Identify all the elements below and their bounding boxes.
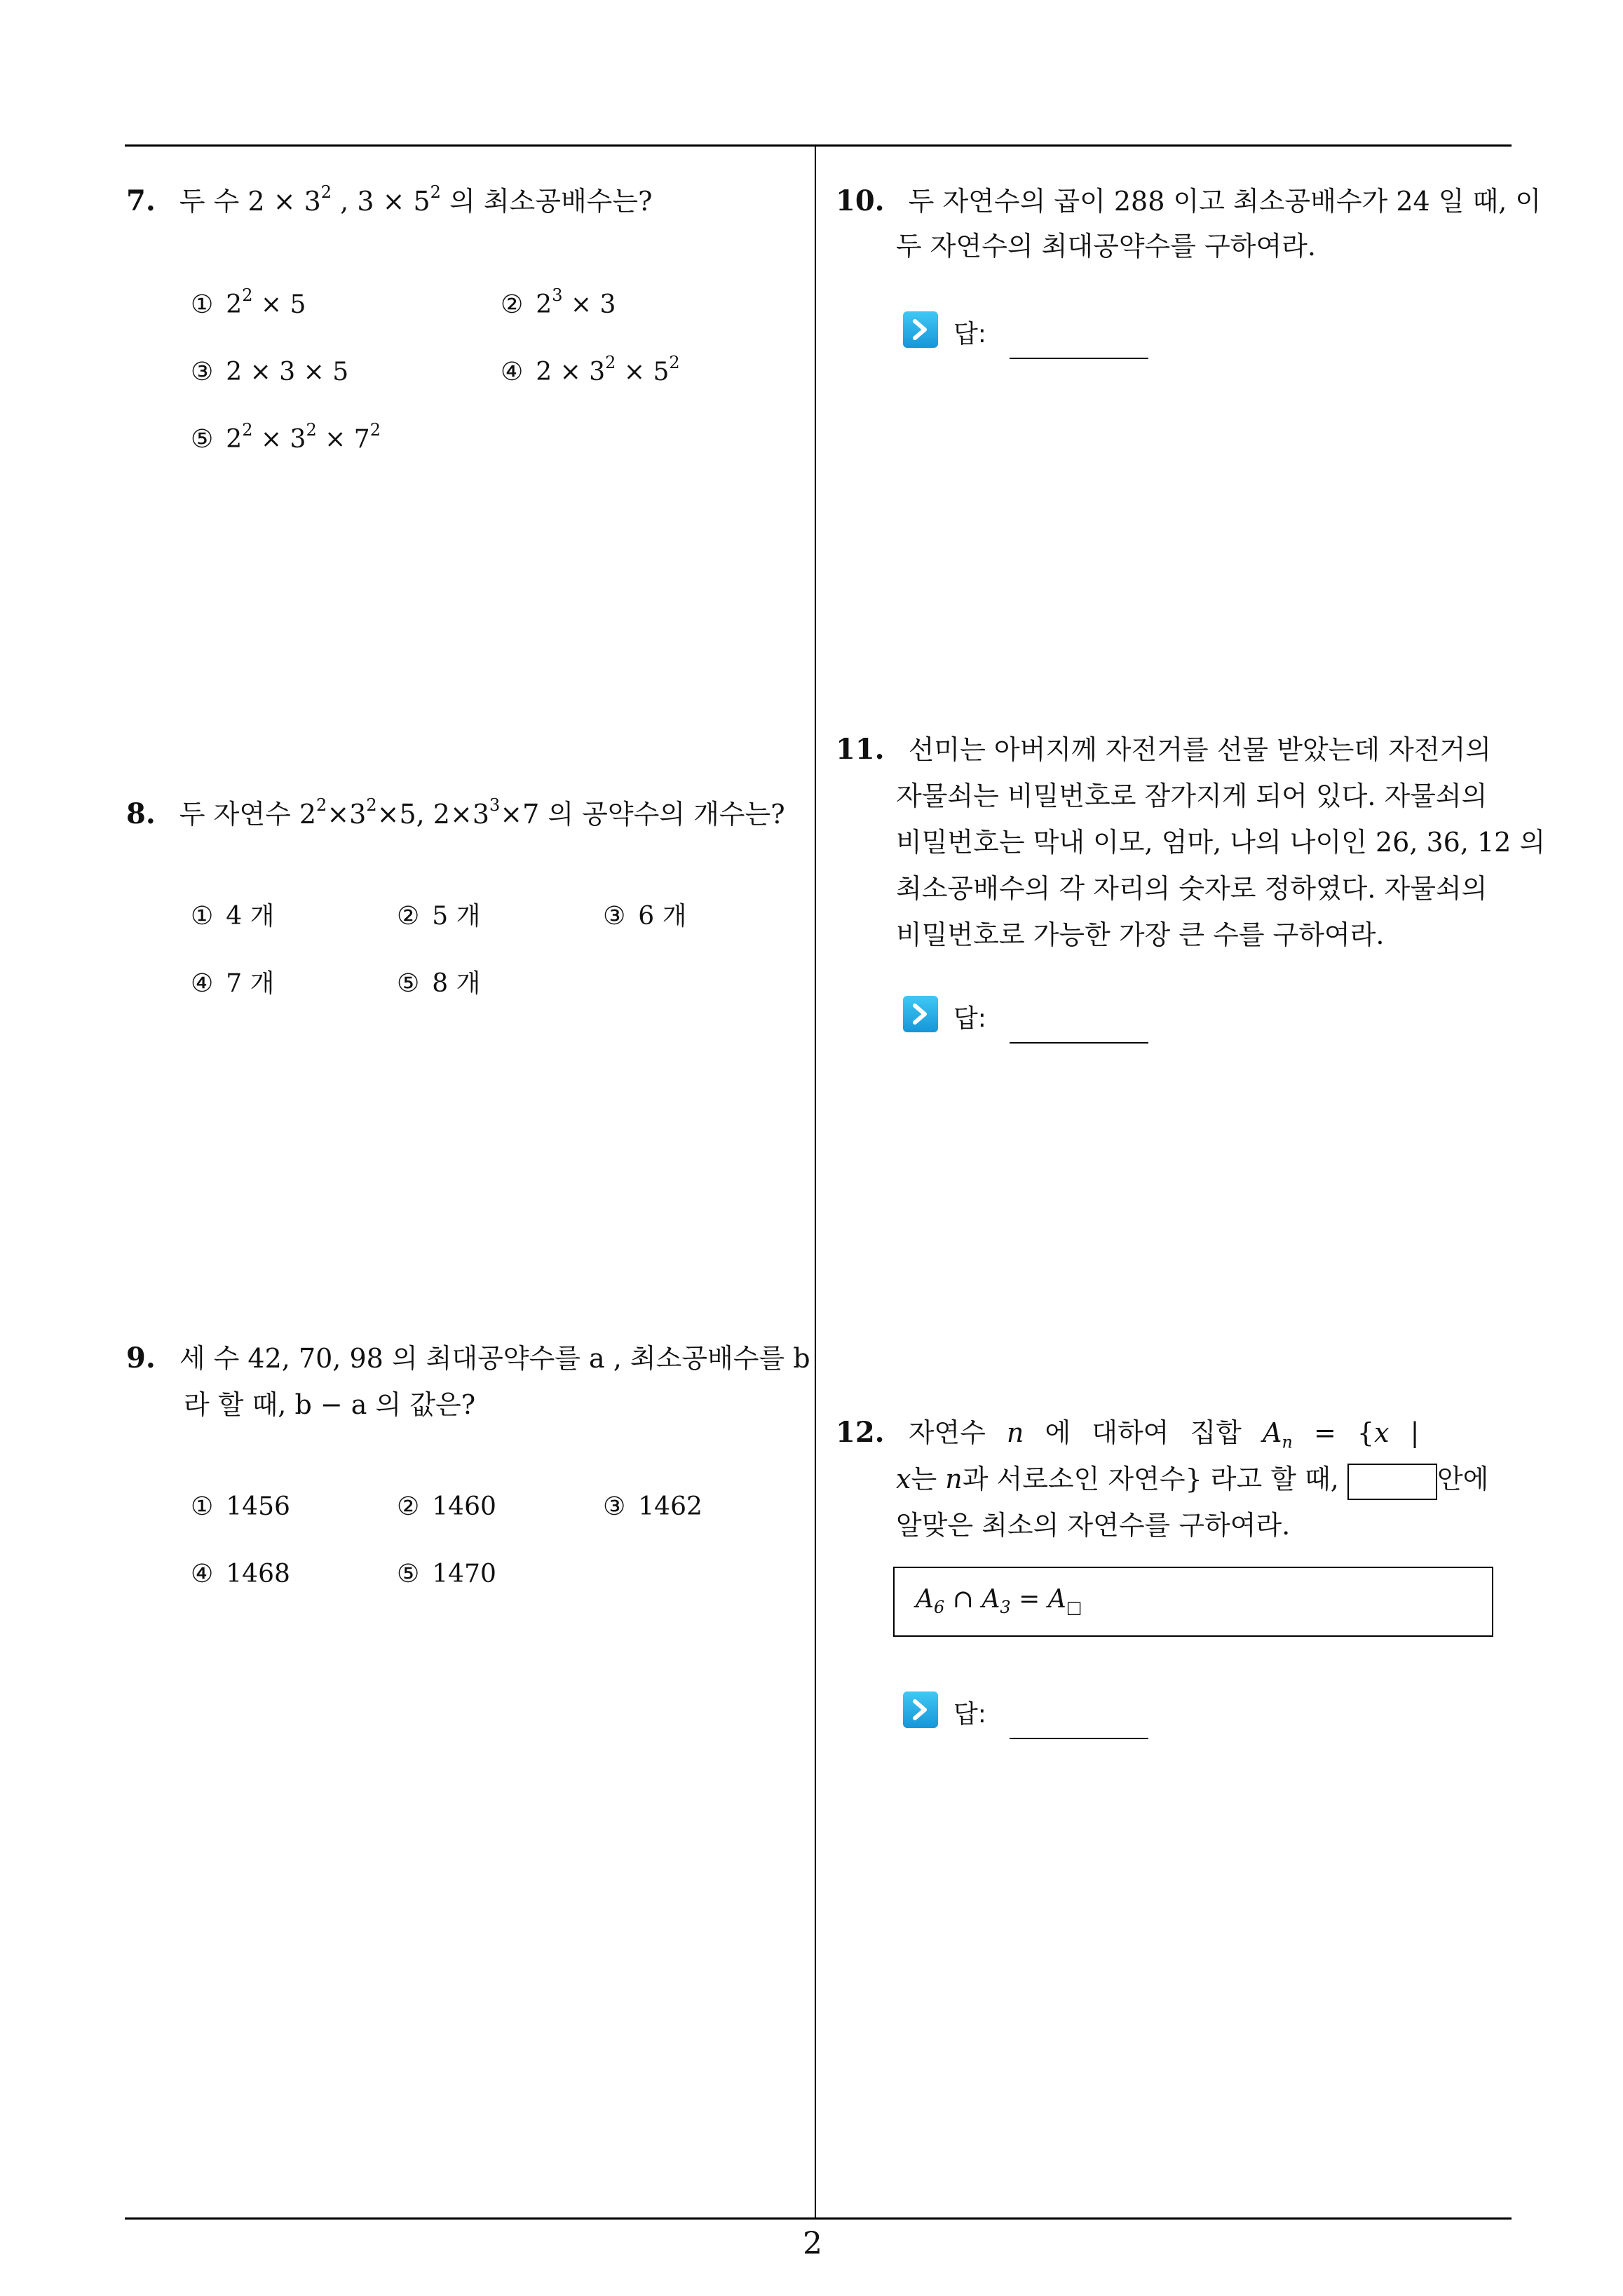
blank-box xyxy=(1347,1464,1437,1500)
option-1[interactable]: ① $2^2 \times 5$ xyxy=(191,285,306,319)
option-1[interactable]: ① 4 개 xyxy=(191,902,275,931)
option-2[interactable]: ② 1460 xyxy=(397,1492,496,1521)
question-text: 두 자연수 $2^2\times 3^2\times 5$, $2\times 3^3\times 7$ 의 공약수의 개수는? xyxy=(179,795,785,830)
question-text-line1: 선미는 아버지께 자전거를 선물 받았는데 자전거의 xyxy=(908,734,1491,765)
question-text-line5: 비밀번호로 가능한 가장 큰 수를 구하여라. xyxy=(896,919,1385,950)
question-text-line2: x는 n과 서로소인 자연수} 라고 할 때, 안에 xyxy=(896,1456,1488,1502)
option-4[interactable]: ④ $2 \times 3^2 \times 5^2$ xyxy=(501,353,680,386)
question-text: 두 수 $2 \times 3^2$ , $3 \times 5^2$ 의 최소공배수는? xyxy=(179,182,653,217)
option-5[interactable]: ⑤ 1470 xyxy=(397,1560,496,1588)
option-3[interactable]: ③ 6 개 xyxy=(603,902,687,931)
question-text-line1: 자연수 n 에 대하여 집합 $A_n = \{x$ | xyxy=(908,1417,1420,1452)
answer-field[interactable] xyxy=(1010,1738,1148,1739)
question-number: 9. xyxy=(126,1342,156,1375)
answer-field[interactable] xyxy=(1010,1042,1148,1044)
question-text-line2: 두 자연수의 최대공약수를 구하여라. xyxy=(896,231,1316,262)
option-2[interactable]: ② 5 개 xyxy=(397,902,481,931)
option-1[interactable]: ① 1456 xyxy=(191,1492,290,1521)
question-text-line1: 세 수 42, 70, 98 의 최대공약수를 a , 최소공배수를 b xyxy=(179,1343,810,1374)
answer-arrow-icon xyxy=(903,996,938,1032)
option-4[interactable]: ④ 1468 xyxy=(191,1560,290,1588)
option-5[interactable]: ⑤ 8 개 xyxy=(397,969,481,998)
option-2[interactable]: ② $2^3 \times 3$ xyxy=(501,285,616,319)
answer-label: 답: xyxy=(953,1700,986,1729)
option-3[interactable]: ③ 2 × 3 × 5 xyxy=(191,358,349,386)
option-5[interactable]: ⑤ $2^2 \times 3^2 \times 7^2$ xyxy=(191,420,381,454)
question-7 xyxy=(126,178,652,224)
question-text-line3: 비밀번호는 막내 이모, 엄마, 나의 나이인 26, 36, 12 의 xyxy=(896,827,1546,858)
column-divider xyxy=(815,144,816,2219)
question-12 xyxy=(836,1410,1516,1456)
question-text-line3: 알맞은 최소의 자연수를 구하여라. xyxy=(896,1510,1291,1541)
question-9 xyxy=(126,1335,810,1382)
answer-arrow-icon xyxy=(903,311,938,348)
question-10 xyxy=(836,178,1541,224)
answer-field[interactable] xyxy=(1010,358,1148,359)
equation: $A_6$ ∩ $A_3 = A_□$ xyxy=(916,1585,1082,1618)
answer-label: 답: xyxy=(953,320,986,349)
answer-label: 답: xyxy=(953,1004,986,1033)
question-11 xyxy=(836,727,1491,773)
option-3[interactable]: ③ 1462 xyxy=(603,1492,702,1521)
question-number: 12. xyxy=(836,1416,885,1449)
question-text-line4: 최소공배수의 각 자리의 숫자로 정하였다. 자물쇠의 xyxy=(896,873,1488,904)
option-4[interactable]: ④ 7 개 xyxy=(191,969,275,998)
question-text-line2: 자물쇠는 비밀번호로 잠가지게 되어 있다. 자물쇠의 xyxy=(896,781,1488,811)
question-number: 7. xyxy=(126,184,156,217)
top-rule xyxy=(125,144,1512,147)
question-8 xyxy=(126,791,785,837)
question-text-line1: 두 자연수의 곱이 288 이고 최소공배수가 24 일 때, 이 xyxy=(908,186,1542,217)
question-number: 10. xyxy=(836,184,885,217)
bottom-rule xyxy=(125,2217,1512,2220)
question-number: 11. xyxy=(836,733,885,766)
equation-box xyxy=(893,1567,1493,1637)
question-text-line2: 라 할 때, b − a 의 값은? xyxy=(184,1389,476,1420)
page-number: 2 xyxy=(803,2226,822,2262)
question-number: 8. xyxy=(126,797,156,830)
answer-arrow-icon xyxy=(903,1691,938,1728)
